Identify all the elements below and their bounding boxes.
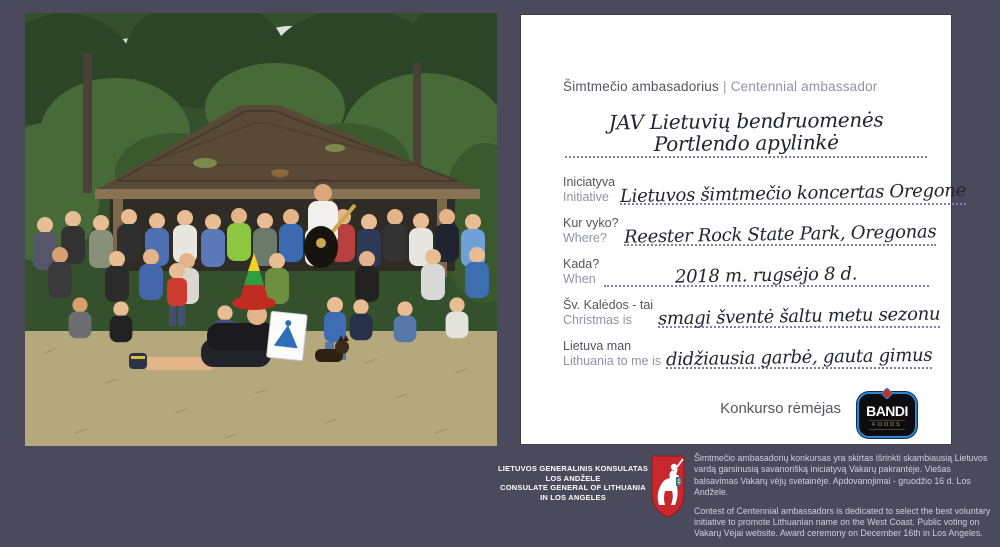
ambassador-name-value: JAV Lietuvių bendruomenės Portlendo apylinkė — [608, 107, 884, 156]
bandi-logo-sub: FOODS — [869, 420, 905, 430]
field-row-lithuania — [563, 328, 933, 371]
bandi-logo-gem-icon — [881, 387, 894, 400]
footer-paragraph-lt: Šimtmečio ambasadorių konkursas yra skirtas išrinkti skambiausią Lietuvos vardą garsinusią savanorišką iniciatyvą Vakarų pakrantėje. Viešas balsavimas Vakarų vėjų svetainėje. Apdovanojimai - gruodžio 16 d. Los Andžele. — [694, 453, 988, 498]
field-row-where — [563, 205, 937, 248]
footer-description — [694, 453, 994, 547]
field-rows — [563, 164, 967, 371]
card-title-separator: | — [722, 79, 727, 94]
ambassador-name-line — [565, 107, 927, 158]
sponsor-row — [720, 392, 917, 438]
field-label-en: Initiative — [563, 189, 609, 204]
consulate-line: CONSULATE GENERAL OF LITHUANIA — [500, 483, 646, 493]
field-value: Lietuvos šimtmečio koncertas Oregone — [619, 179, 967, 208]
card-title-lt: Šimtmečio ambasadorius — [563, 79, 719, 94]
field-label-en: Christmas is — [563, 312, 632, 327]
field-label-lt: Kur vyko? — [563, 216, 619, 230]
field-label-lt: Iniciatyva — [563, 175, 616, 189]
field-row-when — [563, 246, 929, 287]
card-title-en: Centennial ambassador — [730, 79, 878, 94]
field-label-lt: Kada? — [563, 257, 600, 271]
bandi-logo-name: BANDI — [866, 402, 908, 419]
questionnaire-card — [520, 14, 967, 445]
field-label-lt: Lietuva man — [563, 339, 632, 353]
field-value: didžiausia garbė, gauta gimus — [665, 344, 933, 371]
footer-paragraph-en: Contest of Centennial ambassadors is dedicated to select the best voluntary initiative to promote Lithuanian name on the West Coast. Public voting on Vakarų Vėjai website. Award ceremony on December 16th in Los Angeles. — [694, 505, 991, 539]
field-value: 2018 m. rugsėjo 8 d. — [675, 263, 858, 288]
field-row-initiative — [563, 164, 967, 208]
consulate-line: IN LOS ANGELES — [540, 492, 606, 502]
bandi-foods-logo — [857, 392, 917, 438]
consulate-line: LOS ANDŽELE — [545, 473, 601, 483]
field-label-lt: Šv. Kalėdos - tai — [563, 298, 654, 312]
field-label-en: Lithuania to me is — [563, 353, 661, 368]
consulate-line: LIETUVOS GENERALINIS KONSULATAS — [497, 464, 649, 473]
group-photo-illustration — [25, 13, 497, 446]
group-photo — [25, 13, 497, 446]
card-header — [563, 79, 929, 94]
sponsor-label: Konkurso rėmėjas — [720, 399, 841, 417]
field-value: Reester Rock State Park, Oregonas — [623, 221, 937, 248]
field-label-en: Where? — [563, 230, 607, 245]
vytis-coat-of-arms-icon — [651, 455, 685, 519]
field-value: smagi šventė šaltu metu sezonu — [657, 303, 941, 330]
consulate-text-block — [497, 464, 649, 502]
field-label-en: When — [563, 271, 596, 286]
field-row-christmas — [563, 287, 941, 330]
